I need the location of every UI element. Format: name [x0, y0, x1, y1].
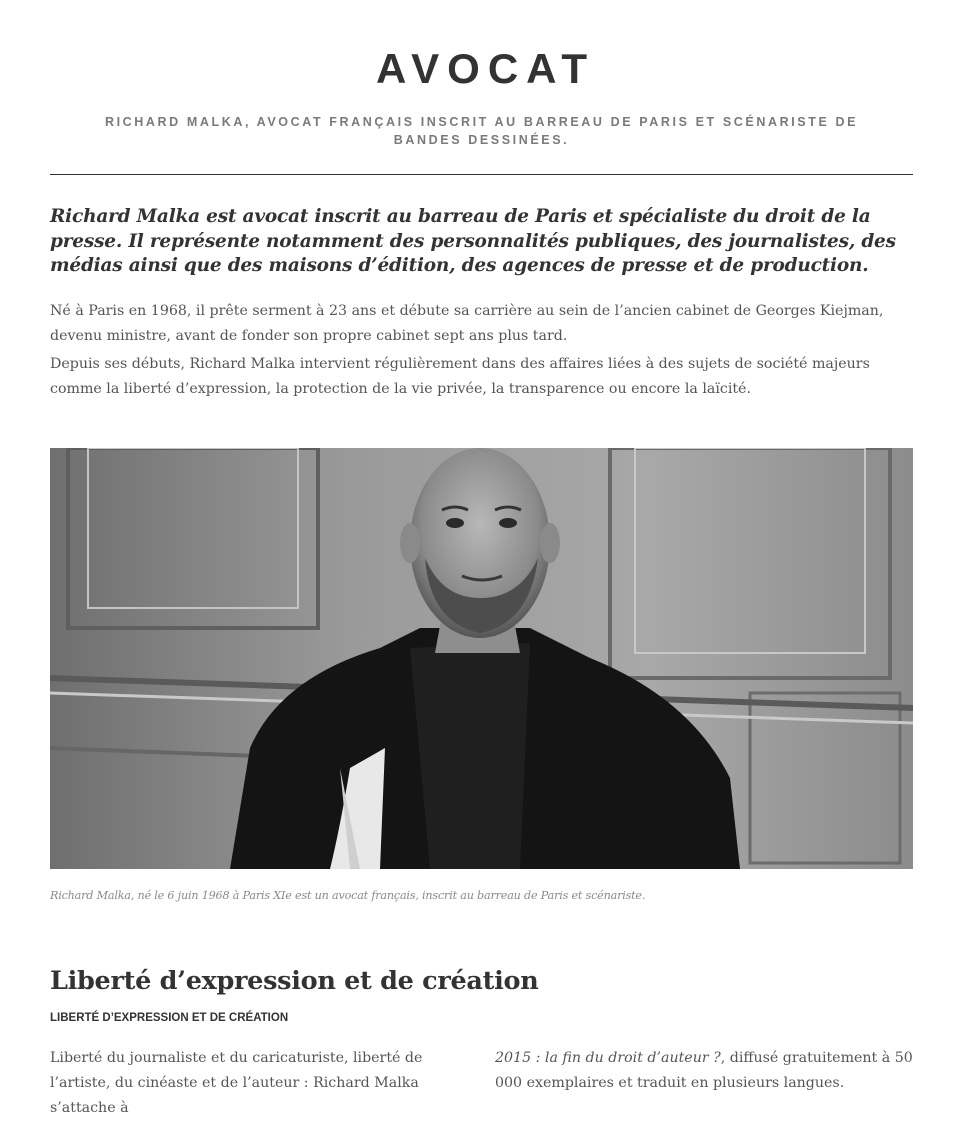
book-title: 2015 : la fin du droit d’auteur ?	[495, 1049, 721, 1066]
column-right	[495, 1046, 913, 1121]
page-subtitle: RICHARD MALKA, AVOCAT FRANÇAIS INSCRIT AU BARREAU DE PARIS ET SCÉNARISTE DE BANDES DESSINÉES.	[104, 115, 859, 147]
page-header	[50, 0, 913, 149]
section-kicker: LIBERTÉ D’EXPRESSION ET DE CRÉATION	[50, 1011, 289, 1024]
page-title: AVOCAT	[375, 45, 596, 92]
column-right-text: , diffusé gratuitement à 50 000 exemplaires et traduit en plusieurs langues.	[495, 1049, 913, 1091]
body-paragraph: Né à Paris en 1968, il prête serment à 23 ans et débute sa carrière au sein de l’ancien cabinet de Georges Kiejman, devenu ministre, avant de fonder son propre cabinet sept ans plus tard.	[50, 302, 884, 344]
section-title: Liberté d’expression et de création	[50, 965, 539, 996]
portrait-photo	[50, 448, 913, 869]
photo-caption: Richard Malka, né le 6 juin 1968 à Paris XIe est un avocat français, inscrit au barreau de Paris et scénariste.	[50, 888, 646, 902]
page-content	[50, 0, 913, 1121]
column-left: Liberté du journaliste et du caricaturiste, liberté de l’artiste, du cinéaste et de l’auteur : Richard Malka s’attache à	[50, 1049, 423, 1116]
text-columns	[50, 1046, 913, 1121]
lead-paragraph: Richard Malka est avocat inscrit au barreau de Paris et spécialiste du droit de la presse. Il représente notamment des personnalités publiques, des journalistes, des médias ainsi que des maisons d’édition, des agences de presse et de production.	[50, 206, 896, 276]
header-divider	[50, 174, 913, 175]
body-paragraph: Depuis ses débuts, Richard Malka intervient régulièrement dans des affaires liées à des sujets de société majeurs comme la liberté d’expression, la protection de la vie privée, la transparence ou encore la laïcité.	[50, 355, 870, 397]
